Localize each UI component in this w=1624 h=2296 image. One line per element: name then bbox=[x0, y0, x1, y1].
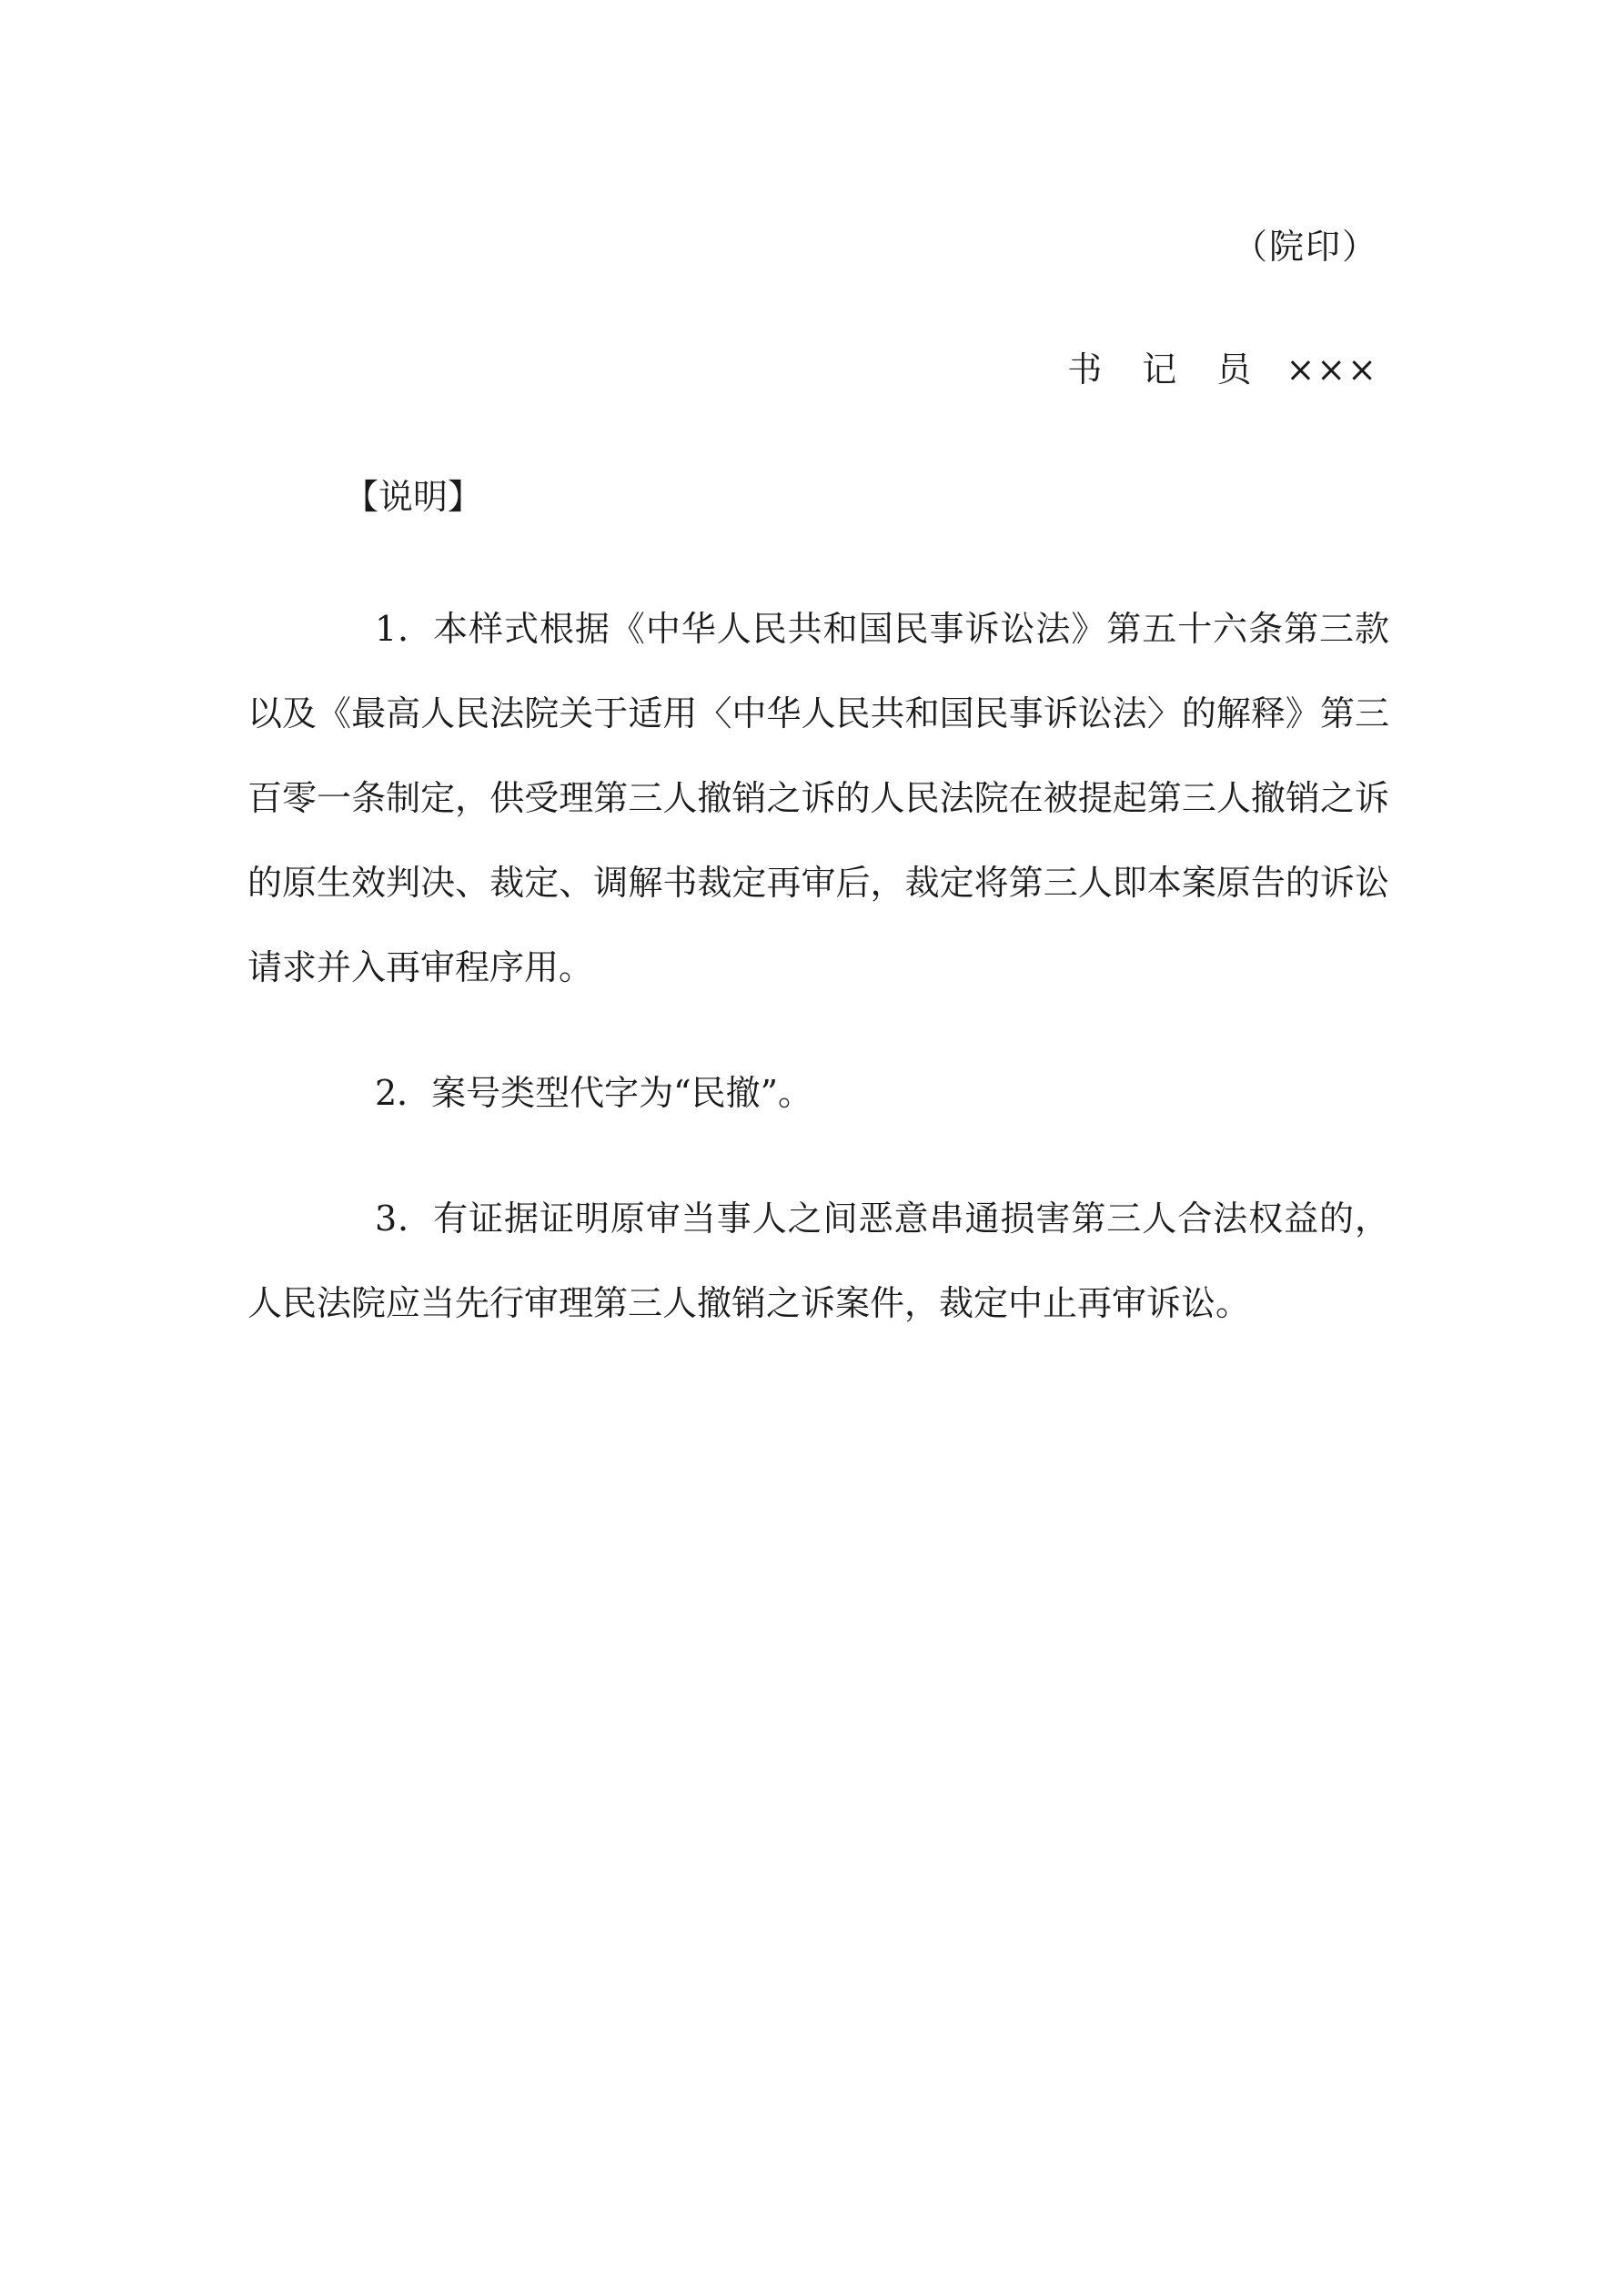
clerk-name: ××× bbox=[1286, 349, 1378, 389]
notes-list bbox=[247, 587, 1389, 1387]
clerk-signature bbox=[1067, 341, 1378, 391]
court-seal-note: （院印） bbox=[1232, 227, 1378, 267]
note-item-1: 1．本样式根据《中华人民共和国民事诉讼法》第五十六条第三款以及《最高人民法院关于适用〈中华人民共和国民事诉讼法〉的解释》第三百零一条制定，供受理第三人撤销之诉的人民法院在被提起第三人撤销之诉的原生效判决、裁定、调解书裁定再审后，裁定将第三人即本案原告的诉讼请求并入再审程序用。 bbox=[247, 609, 1389, 987]
clerk-title: 书 记 员 bbox=[1067, 349, 1266, 389]
notes-heading: 【说明】 bbox=[344, 477, 483, 517]
note-item-3: 3．有证据证明原审当事人之间恶意串通损害第三人合法权益的，人民法院应当先行审理第三人撤销之诉案件，裁定中止再审诉讼。 bbox=[247, 1199, 1389, 1323]
note-item-2: 2．案号类型代字为“民撤”。 bbox=[375, 1073, 813, 1113]
